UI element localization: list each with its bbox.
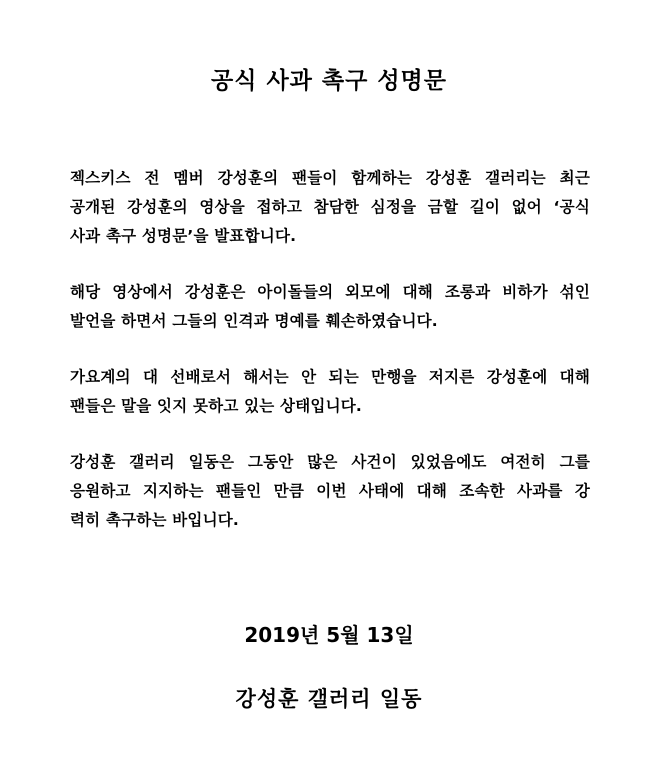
paragraph-line: 가요계의 대 선배로서 해서는 안 되는 만행을 저지른 강성훈에 대해 bbox=[70, 368, 590, 386]
paragraph-4 bbox=[70, 448, 590, 535]
paragraph-2 bbox=[70, 278, 590, 336]
paragraph-line: 강성훈 갤러리 일동은 그동안 많은 사건이 있었음에도 여전히 그를 bbox=[70, 453, 590, 471]
paragraph-line: 젝스키스 전 멤버 강성훈의 팬들이 함께하는 강성훈 갤러리는 최근 bbox=[70, 169, 590, 187]
paragraph-line: 팬들은 말을 잇지 못하고 있는 상태입니다. bbox=[70, 397, 363, 415]
paragraph-1 bbox=[70, 164, 590, 251]
statement-signature: 강성훈 갤러리 일동 bbox=[235, 687, 423, 711]
paragraph-line: 사과 촉구 성명문’을 발표합니다. bbox=[70, 227, 297, 245]
paragraph-line: 발언을 하면서 그들의 인격과 명예를 훼손하였습니다. bbox=[70, 312, 438, 330]
paragraph-3 bbox=[70, 363, 590, 421]
paragraph-line: 공개된 강성훈의 영상을 접하고 참담한 심정을 금할 길이 없어 ‘공식 bbox=[70, 198, 590, 216]
paragraph-line: 력히 촉구하는 바입니다. bbox=[70, 511, 240, 529]
document-title: 공식 사과 촉구 성명문 bbox=[211, 68, 447, 94]
paragraph-line: 해당 영상에서 강성훈은 아이돌들의 외모에 대해 조롱과 비하가 섞인 bbox=[70, 283, 590, 301]
statement-body bbox=[70, 164, 590, 562]
statement-date: 2019년 5월 13일 bbox=[244, 623, 414, 647]
paragraph-line: 응원하고 지지하는 팬들인 만큼 이번 사태에 대해 조속한 사과를 강 bbox=[70, 482, 590, 500]
